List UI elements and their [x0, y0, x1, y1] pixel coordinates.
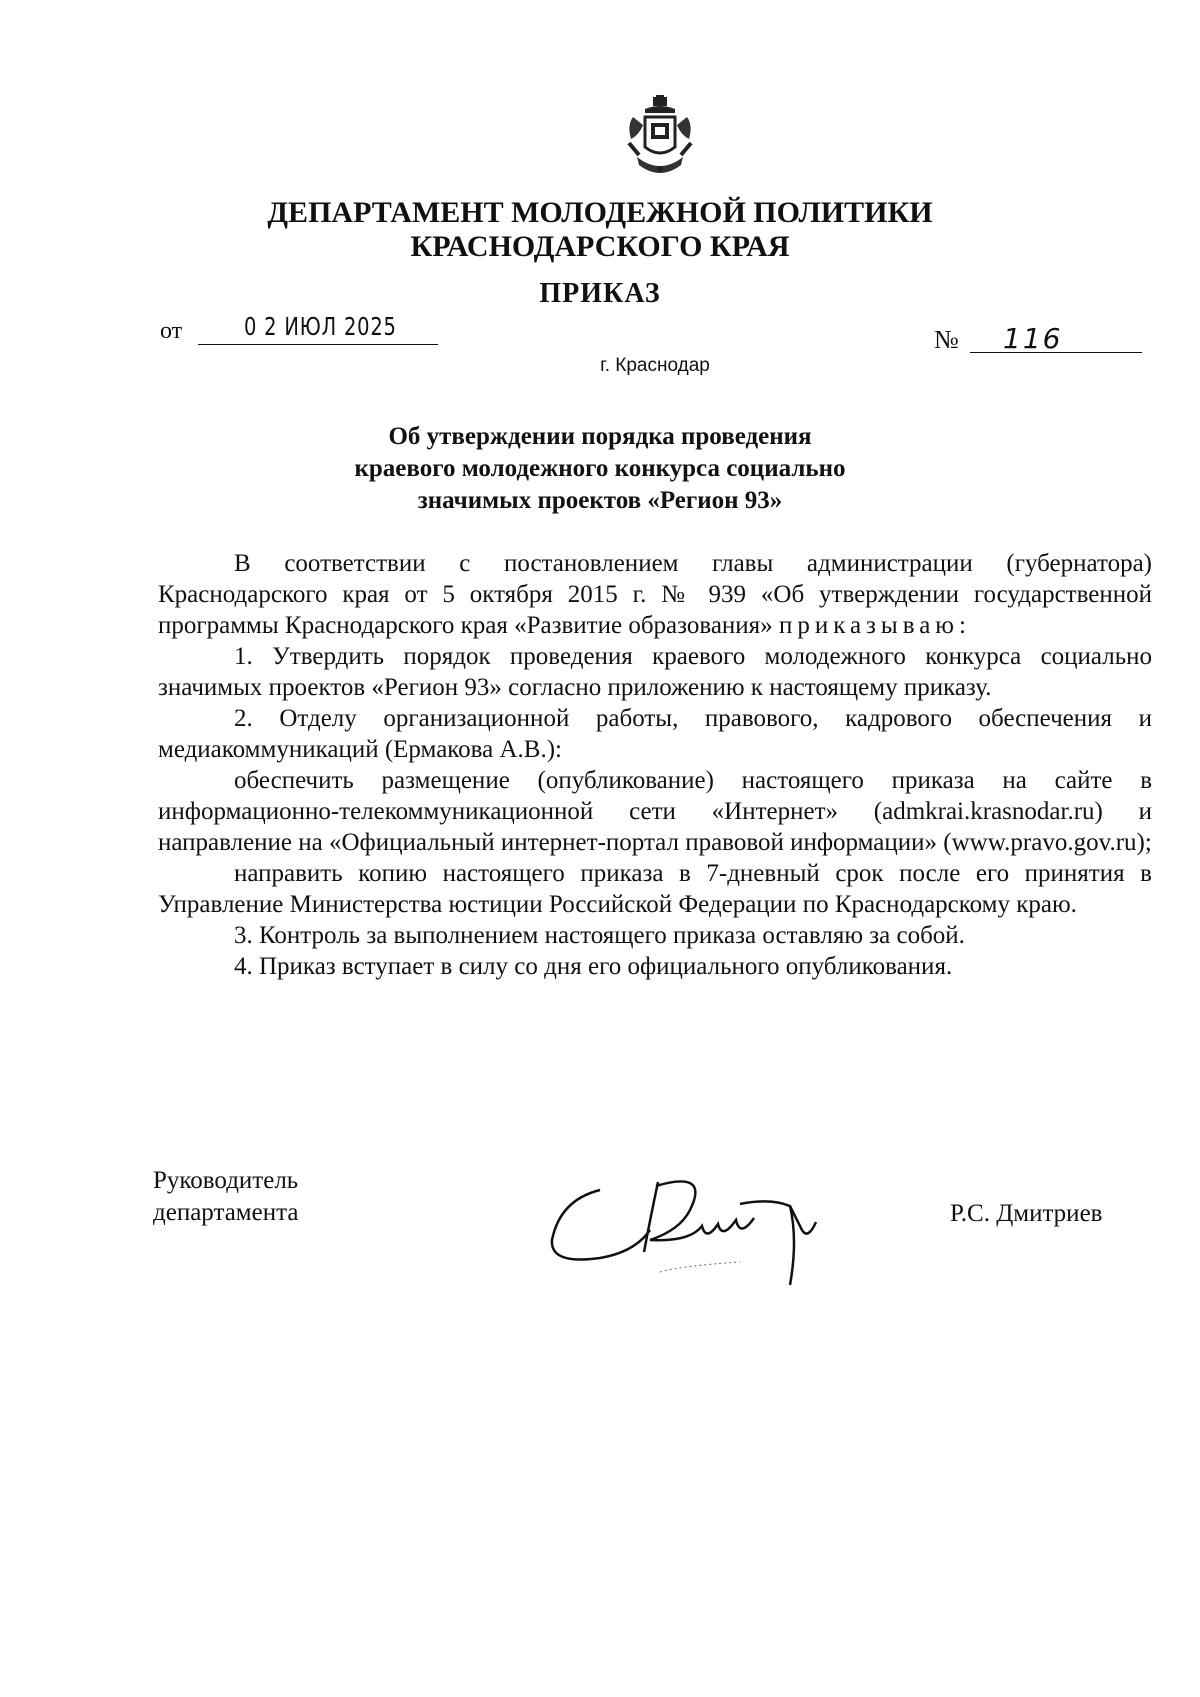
- date-label: от: [160, 318, 183, 344]
- date-underline: [198, 344, 438, 345]
- signatory-name: Р.С. Дмитриев: [950, 1200, 1103, 1227]
- title-line2: краевого молодежного конкурса социально: [354, 455, 846, 482]
- signatory-role-line1: Руководитель: [153, 1167, 299, 1194]
- coat-of-arms-emblem: [625, 95, 695, 180]
- organization-name: [0, 196, 1200, 264]
- organization-name-line2: КРАСНОДАРСКОГО КРАЯ: [410, 230, 790, 263]
- date-stamp: 0 2 ИЮЛ 2025: [244, 312, 397, 341]
- item-3-paragraph: 3. Контроль за выполнением настоящего приказа оставляю за собой.: [234, 922, 965, 949]
- signatory-role: [153, 1165, 298, 1229]
- order-word: приказываю:: [778, 612, 971, 639]
- preamble-text: В соответствии с постановлением главы администрации (губернатора) Краснодарского края от 5 октября 2015 г. № 939 «Об утверждении государственной программы Краснодарского края «Развитие образования»: [158, 550, 1152, 639]
- item-2-subparagraph-1: обеспечить размещение (опубликование) настоящего приказа на сайте в информационно-телекоммуникационной сети «Интернет» (admkrai.krasnodar.ru) и направление на «Официальный интернет-портал правовой информации» (www.pravo.gov.ru);: [158, 767, 1152, 856]
- document-type: ПРИКАЗ: [539, 278, 661, 309]
- number-label: №: [934, 325, 959, 354]
- title-line3: значимых проектов «Регион 93»: [417, 487, 783, 514]
- organization-name-line1: ДЕПАРТАМЕНТ МОЛОДЕЖНОЙ ПОЛИТИКИ: [267, 196, 933, 229]
- city: г. Краснодар: [600, 355, 710, 376]
- item-2-paragraph: 2. Отделу организационной работы, правового, кадрового обеспечения и медиакоммуникаций (Ермакова А.В.):: [158, 705, 1152, 763]
- item-2-subparagraph-2: направить копию настоящего приказа в 7-дневный срок после его принятия в Управление Министерства юстиции Российской Федерации по Краснодарскому краю.: [158, 860, 1152, 918]
- item-4-paragraph: 4. Приказ вступает в силу со дня его официального опубликования.: [234, 953, 953, 980]
- document-body: [158, 548, 1152, 982]
- handwritten-signature: [540, 1170, 850, 1300]
- document-title: [0, 421, 1200, 517]
- document-number: 116: [1003, 322, 1063, 355]
- item-1-paragraph: 1. Утвердить порядок проведения краевого молодежного конкурса социально значимых проектов «Регион 93» согласно приложению к настоящему приказу.: [158, 643, 1152, 701]
- signatory-role-line2: департамента: [153, 1199, 299, 1226]
- preamble-paragraph: [158, 548, 1152, 641]
- title-line1: Об утверждении порядка проведения: [388, 423, 812, 450]
